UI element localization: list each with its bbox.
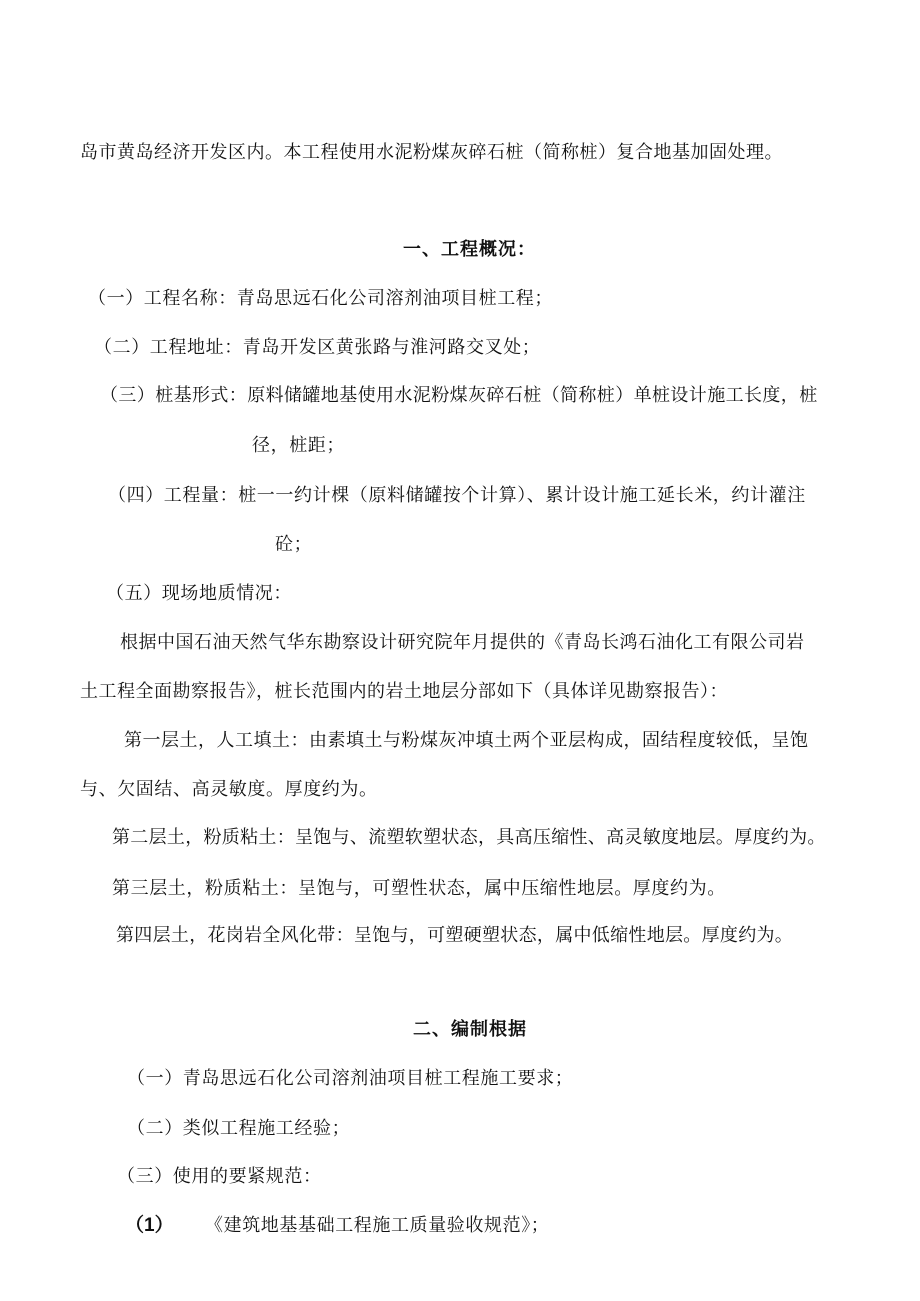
intro-paragraph: 岛市黄岛经济开发区内。本工程使用水泥粉煤灰碎石桩（简称桩）复合地基加固处理。 [80,142,783,163]
soil-layer-4: 第四层土，花岗岩全风化带：呈饱与，可塑硬塑状态，属中低缩性地层。厚度约为。 [116,925,794,946]
section-1-heading: 一、工程概况： [403,239,536,260]
spec-1-title: 《建筑地基基础工程施工质量验收规范》； [205,1215,550,1236]
project-address-item: （二）工程地址：青岛开发区黄张路与淮河路交叉处； [94,337,541,358]
basis-item-2: （二）类似工程施工经验； [127,1118,351,1139]
quantity-item-line1: （四）工程量：桩一一约计棵（原料储罐按个计算）、累计设计施工延长米，约计灌注 [108,485,806,506]
pile-type-item-line2: 径，桩距； [252,435,345,456]
soil-layer-1-line1: 第一层土，人工填土：由素填土与粉煤灰冲填土两个亚层构成，固结程度较低，呈饱 [124,730,809,751]
soil-layer-3: 第三层土，粉质粘土：呈饱与，可塑性状态，属中压缩性地层。厚度约为。 [112,878,726,899]
spec-1-number: （1） [125,1215,174,1236]
quantity-item-line2: 砼； [275,534,313,555]
pile-type-item-line1: （三）桩基形式：原料储罐地基使用水泥粉煤灰碎石桩（简称桩）单桩设计施工长度，桩 [100,385,818,406]
spec-1-row [125,1214,174,1238]
geology-paragraph-line2: 土工程全面勘察报告》，桩长范围内的岩土地层分部如下（具体详见勘察报告）： [80,681,728,702]
section-2-heading: 二、编制根据 [413,1019,527,1040]
soil-layer-1-line2: 与、欠固结、高灵敏度。厚度约为。 [80,779,378,800]
geology-item-heading: （五）现场地质情况： [106,583,292,604]
geology-paragraph-line1: 根据中国石油天然气华东勘察设计研究院年月提供的《青岛长鸿石油化工有限公司岩 [120,632,805,653]
soil-layer-2: 第二层土，粉质粘土：呈饱与、流塑软塑状态，具高压缩性、高灵敏度地层。厚度约为。 [112,827,826,848]
basis-item-3: （三）使用的要紧规范： [117,1166,322,1187]
project-name-item: （一）工程名称：青岛思远石化公司溶剂油项目桩工程； [88,288,553,309]
basis-item-1: （一）青岛思远石化公司溶剂油项目桩工程施工要求； [127,1068,574,1089]
